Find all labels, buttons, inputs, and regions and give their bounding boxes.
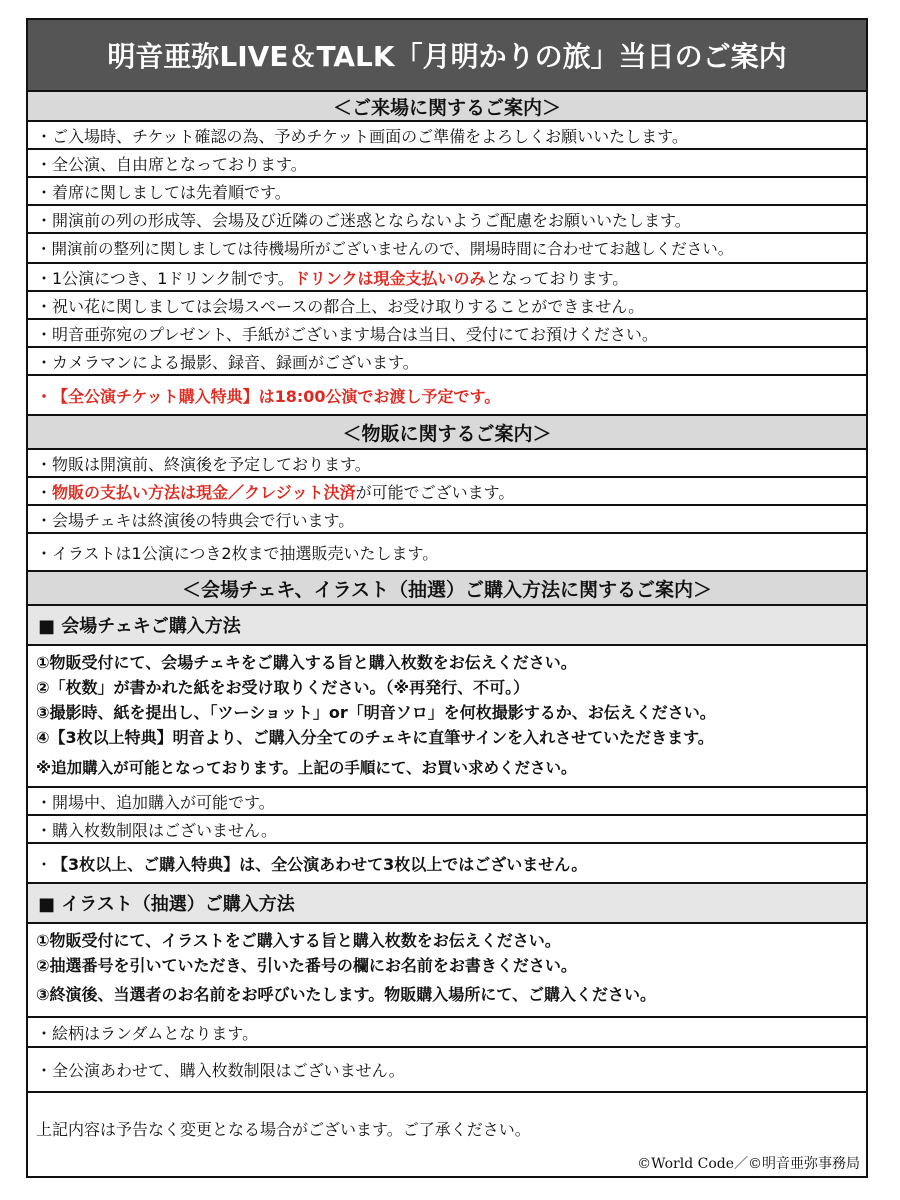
goods-item-payment: [28, 478, 866, 506]
venue-item-1: ・ご入場時、チケット確認の為、予めチケット画面のご準備をよろしくお願いいたします。: [28, 122, 866, 150]
cheki-note-1: ・開場中、追加購入が可能です。: [28, 788, 866, 816]
goods-item-1: ・物販は開演前、終演後を予定しております。: [28, 450, 866, 478]
cheki-step-1: ①物販受付にて、会場チェキをご購入する旨と購入枚数をお伝えください。: [36, 653, 577, 672]
cheki-steps-box: [28, 646, 866, 788]
goods-item-3: ・会場チェキは終演後の特典会で行います。: [28, 506, 866, 534]
venue-item-3: ・着席に関しましては先着順です。: [28, 178, 866, 206]
page-title: 明音亜弥LIVE＆TALK「月明かりの旅」当日のご案内: [28, 20, 866, 92]
drink-text-red: ドリンクは現金支払いのみ: [293, 268, 486, 288]
drink-text-post: となっております。: [485, 268, 629, 288]
venue-item-2: ・全公演、自由席となっております。: [28, 150, 866, 178]
cheki-step-note: ※追加購入が可能となっております。上記の手順にて、お買い求めください。: [36, 759, 577, 777]
cheki-step-3: ③撮影時、紙を提出し、「ツーショット」or「明音ソロ」を何枚撮影するか、お伝えください。: [36, 703, 716, 722]
illust-note-1: ・絵柄はランダムとなります。: [28, 1018, 866, 1048]
venue-item-4: ・開演前の列の形成等、会場及び近隣のご迷惑とならないようご配慮をお願いいたします。: [28, 206, 866, 234]
venue-item-7: ・明音亜弥宛のプレゼント、手紙がございます場合は当日、受付にてお預けください。: [28, 320, 866, 348]
footer-note: 上記内容は予告なく変更となる場合がございます。ご了承ください。: [36, 1120, 531, 1139]
venue-item-bonus: [28, 376, 866, 416]
illust-steps-box: [28, 924, 866, 1018]
payment-dot: ・: [36, 482, 53, 502]
cheki-bonus-text: 【3枚以上、ご購入特典】は、全公演あわせて3枚以上ではございません。: [52, 854, 588, 874]
notice-sheet: [26, 18, 868, 1178]
illust-note-2: ・全公演あわせて、購入枚数制限はございません。: [28, 1048, 866, 1093]
goods-item-4: ・イラストは1公演につき2枚まで抽選販売いたします。: [28, 534, 866, 572]
footer: [28, 1093, 866, 1176]
illust-subheader: ■ イラスト（抽選）ご購入方法: [28, 884, 866, 924]
cheki-subheader: ■ 会場チェキご購入方法: [28, 606, 866, 646]
cheki-step-2: ②「枚数」が書かれた紙をお受け取りください。（※再発行、不可。）: [36, 678, 530, 697]
bonus-dot: ・: [36, 386, 53, 406]
cheki-note-2: ・購入枚数制限はございません。: [28, 816, 866, 844]
venue-section-header: ＜ご来場に関するご案内＞: [28, 92, 866, 122]
venue-item-drink: [28, 264, 866, 292]
cheki-bonus-note: [28, 844, 866, 884]
cheki-step-4: ④【3枚以上特典】明音より、ご購入分全てのチェキに直筆サインを入れさせていただきます。: [36, 728, 714, 747]
cheki-bonus-dot: ・: [36, 854, 53, 874]
purchase-section-header: ＜会場チェキ、イラスト（抽選）ご購入方法に関するご案内＞: [28, 572, 866, 606]
illust-step-3: ③終演後、当選者のお名前をお呼びいたします。物販購入場所にて、ご購入ください。: [36, 985, 656, 1004]
illust-step-2: ②抽選番号を引いていただき、引いた番号の欄にお名前をお書きください。: [36, 956, 577, 975]
payment-text-red: 物販の支払い方法は現金／クレジット決済: [52, 482, 356, 502]
copyright: ©World Code／©明音亜弥事務局: [637, 1156, 860, 1172]
illust-step-1: ①物販受付にて、イラストをご購入する旨と購入枚数をお伝えください。: [36, 931, 561, 950]
venue-item-6: ・祝い花に関しましては会場スペースの都合上、お受け取りすることができません。: [28, 292, 866, 320]
drink-text-pre: ・1公演につき、1ドリンク制です。: [36, 268, 294, 288]
venue-item-8: ・カメラマンによる撮影、録音、録画がございます。: [28, 348, 866, 376]
venue-item-5: ・開演前の整列に関しましては待機場所がございませんので、開場時間に合わせてお越しください。: [28, 234, 866, 264]
payment-text-post: が可能でございます。: [355, 482, 515, 502]
goods-section-header: ＜物販に関するご案内＞: [28, 416, 866, 450]
bonus-text-red: 【全公演チケット購入特典】は18:00公演でお渡し予定です。: [52, 386, 501, 406]
